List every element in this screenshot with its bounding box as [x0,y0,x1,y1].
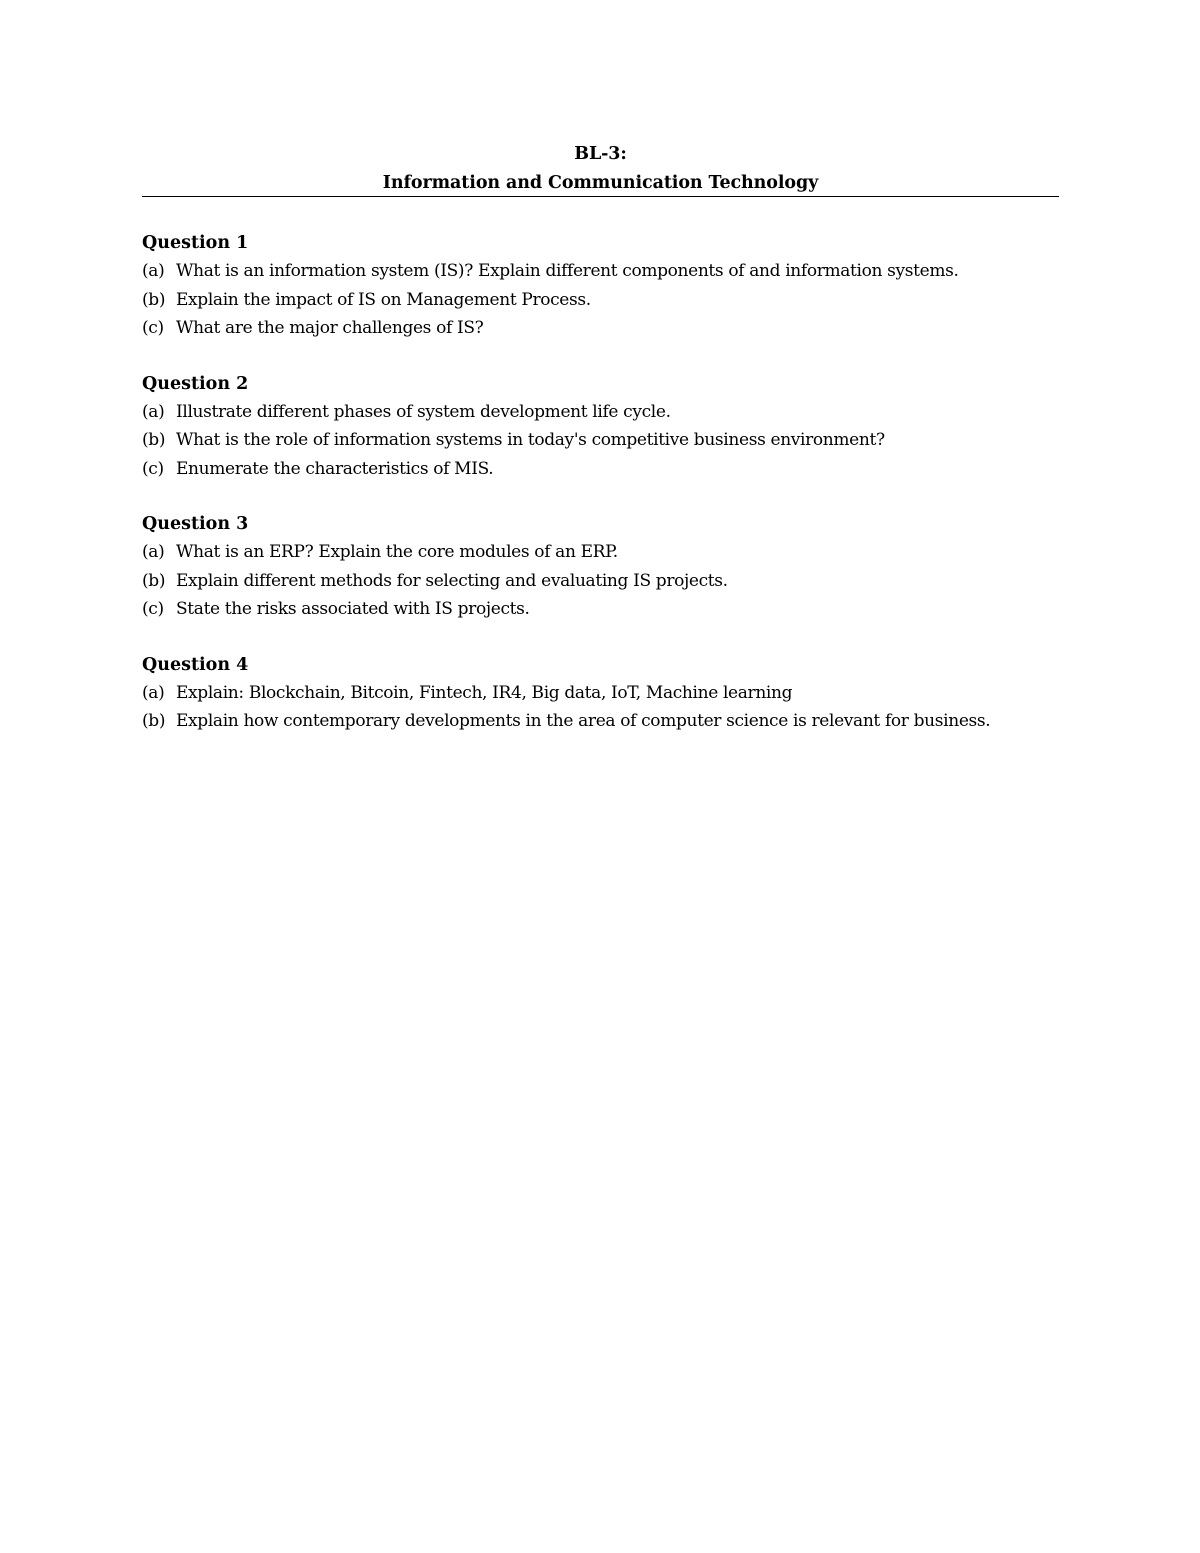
item-marker: (a) [142,401,165,422]
item-text: Enumerate the characteristics of MIS. [176,458,494,479]
item-marker: (b) [142,430,166,450]
question-title: Question 3 [142,514,249,534]
item-text: Explain different methods for selecting and evaluating IS projects. [176,570,728,591]
question-block [142,510,1059,624]
item-marker: (c) [142,458,164,479]
item-marker: (a) [142,261,165,281]
question-item [142,538,1059,567]
item-text: Explain the impact of IS on Management Process. [176,289,591,310]
question-item [142,595,1059,624]
question-title: Question 1 [142,233,249,253]
item-marker: (c) [142,318,164,338]
item-marker: (a) [142,542,165,562]
header-rule [142,196,1059,197]
question-item [142,455,1059,484]
question-title: Question 2 [142,373,249,394]
question-block [142,651,1059,736]
course-title: Information and Communication Technology [382,173,819,193]
question-item [142,286,1059,315]
item-text: Explain how contemporary developments in the area of computer science is relevant for business. [176,711,991,731]
questions-list [142,229,1059,763]
item-text: State the risks associated with IS projects. [176,599,530,619]
item-marker: (b) [142,711,166,731]
item-text: What is an ERP? Explain the core modules of an ERP. [176,542,618,562]
item-marker: (b) [142,289,166,310]
question-block [142,229,1059,343]
item-text: What is an information system (IS)? Explain different components of and information systems. [176,261,959,281]
item-text: Illustrate different phases of system development life cycle. [176,401,671,422]
question-item [142,567,1059,596]
question-item [142,426,1059,455]
item-text: Explain: Blockchain, Bitcoin, Fintech, IR4, Big data, IoT, Machine learning [176,682,793,703]
document-header [142,140,1059,198]
question-block [142,370,1059,484]
question-item [142,314,1059,343]
question-item [142,679,1059,708]
question-item [142,257,1059,286]
item-text: What is the role of information systems in today's competitive business environment? [176,430,885,450]
item-text: What are the major challenges of IS? [176,318,484,338]
item-marker: (a) [142,682,165,703]
question-item [142,707,1059,736]
course-code: BL-3: [574,144,627,164]
question-title: Question 4 [142,654,249,675]
item-marker: (b) [142,570,166,591]
question-item [142,398,1059,427]
item-marker: (c) [142,599,164,619]
